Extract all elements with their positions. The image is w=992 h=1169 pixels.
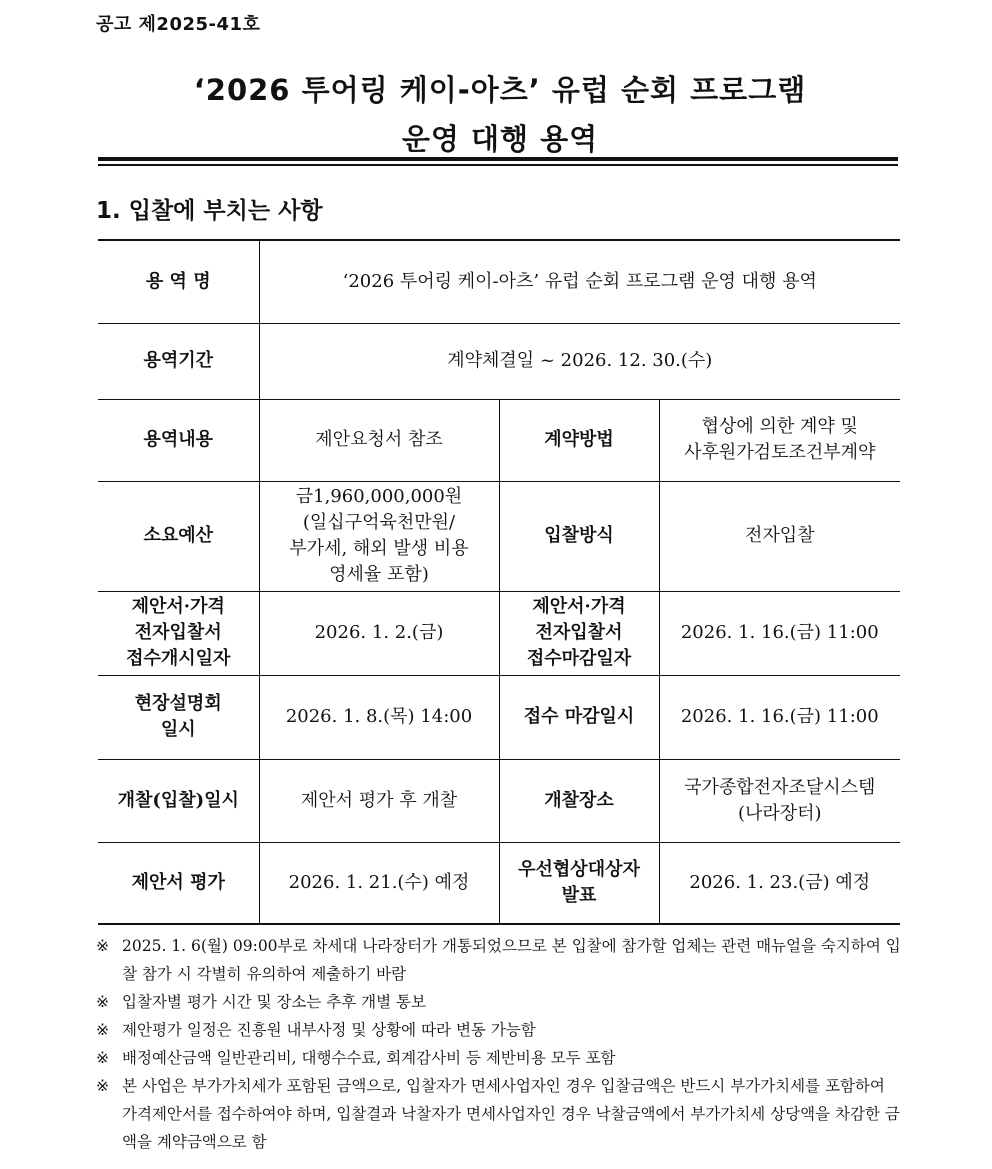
budget-value: 금1,960,000,000원 (일십구억육천만원/ 부가세, 해외 발생 비용 영세율 포함): [259, 481, 499, 591]
briefing-label: 현장설명회 일시: [98, 675, 259, 759]
contract-method-value: 협상에 의한 계약 및 사후원가검토조건부계약: [659, 399, 900, 481]
note-mark: ※: [96, 1049, 109, 1067]
period-label: 용역기간: [98, 323, 259, 399]
bid-method-label: 입찰방식: [499, 481, 659, 591]
close-date-label: 제안서·가격 전자입찰서 접수마감일자: [499, 591, 659, 675]
section-heading: 1. 입찰에 부치는 사항: [96, 198, 323, 224]
content-value: 제안요청서 참조: [259, 399, 499, 481]
table-row: [98, 842, 900, 924]
document-title-line1: ‘2026 투어링 케이-아츠’ 유럽 순회 프로그램: [193, 73, 807, 107]
contract-method-label: 계약방법: [499, 399, 659, 481]
note-item: [96, 1044, 902, 1072]
notes-list: [96, 932, 902, 1156]
document-title-line2: 운영 대행 용역: [401, 122, 599, 156]
period-value: 계약체결일 ~ 2026. 12. 30.(수): [259, 323, 900, 399]
note-mark: ※: [96, 1021, 109, 1039]
note-item: [96, 932, 902, 988]
note-mark: ※: [96, 937, 109, 955]
opening-value: 제안서 평가 후 개찰: [259, 759, 499, 842]
deadline-label: 접수 마감일시: [499, 675, 659, 759]
note-text: 2025. 1. 6(월) 09:00부로 차세대 나라장터가 개통되었으므로 본 입찰에 참가할 업체는 관련 매뉴얼을 숙지하여 입찰 참가 시 각별히 유의하여 제출하기 바람: [122, 937, 901, 983]
table-row: [98, 675, 900, 759]
close-date-value: 2026. 1. 16.(금) 11:00: [659, 591, 900, 675]
table-row: [98, 591, 900, 675]
opening-place-label: 개찰장소: [499, 759, 659, 842]
bid-info-table: [98, 239, 900, 925]
table-row: [98, 481, 900, 591]
opening-place-value: 국가종합전자조달시스템 (나라장터): [659, 759, 900, 842]
table-row: [98, 323, 900, 399]
service-name-value: ‘2026 투어링 케이-아츠’ 유럽 순회 프로그램 운영 대행 용역: [259, 240, 900, 323]
open-date-value: 2026. 1. 2.(금): [259, 591, 499, 675]
note-mark: ※: [96, 1077, 109, 1095]
note-item: [96, 1072, 902, 1156]
note-item: [96, 1016, 902, 1044]
bid-method-value: 전자입찰: [659, 481, 900, 591]
budget-label: 소요예산: [98, 481, 259, 591]
table-row: [98, 240, 900, 323]
priority-value: 2026. 1. 23.(금) 예정: [659, 842, 900, 924]
opening-label: 개찰(입찰)일시: [98, 759, 259, 842]
evaluation-value: 2026. 1. 21.(수) 예정: [259, 842, 499, 924]
open-date-label: 제안서·가격 전자입찰서 접수개시일자: [98, 591, 259, 675]
priority-label: 우선협상대상자 발표: [499, 842, 659, 924]
note-text: 입찰자별 평가 시간 및 장소는 추후 개별 통보: [122, 993, 427, 1011]
notice-number: 공고 제2025-41호: [96, 14, 261, 35]
evaluation-label: 제안서 평가: [98, 842, 259, 924]
service-name-label: 용 역 명: [98, 240, 259, 323]
table-row: [98, 399, 900, 481]
title-rule-thick: [98, 157, 898, 161]
content-label: 용역내용: [98, 399, 259, 481]
note-item: [96, 988, 902, 1016]
table-row: [98, 759, 900, 842]
title-rule-thin: [98, 164, 898, 166]
note-text: 본 사업은 부가가치세가 포함된 금액으로, 입찰자가 면세사업자인 경우 입찰금액은 반드시 부가가치세를 포함하여 가격제안서를 접수하여야 하며, 입찰결과 낙찰자가 면세사업자인 경우 낙찰금액에서 부가가치세 상당액을 차감한 금액을 계약금액으로 함: [122, 1077, 900, 1151]
briefing-value: 2026. 1. 8.(목) 14:00: [259, 675, 499, 759]
note-text: 배정예산금액 일반관리비, 대행수수료, 회계감사비 등 제반비용 모두 포함: [122, 1049, 616, 1067]
note-text: 제안평가 일정은 진흥원 내부사정 및 상황에 따라 변동 가능함: [122, 1021, 536, 1039]
deadline-value: 2026. 1. 16.(금) 11:00: [659, 675, 900, 759]
note-mark: ※: [96, 993, 109, 1011]
